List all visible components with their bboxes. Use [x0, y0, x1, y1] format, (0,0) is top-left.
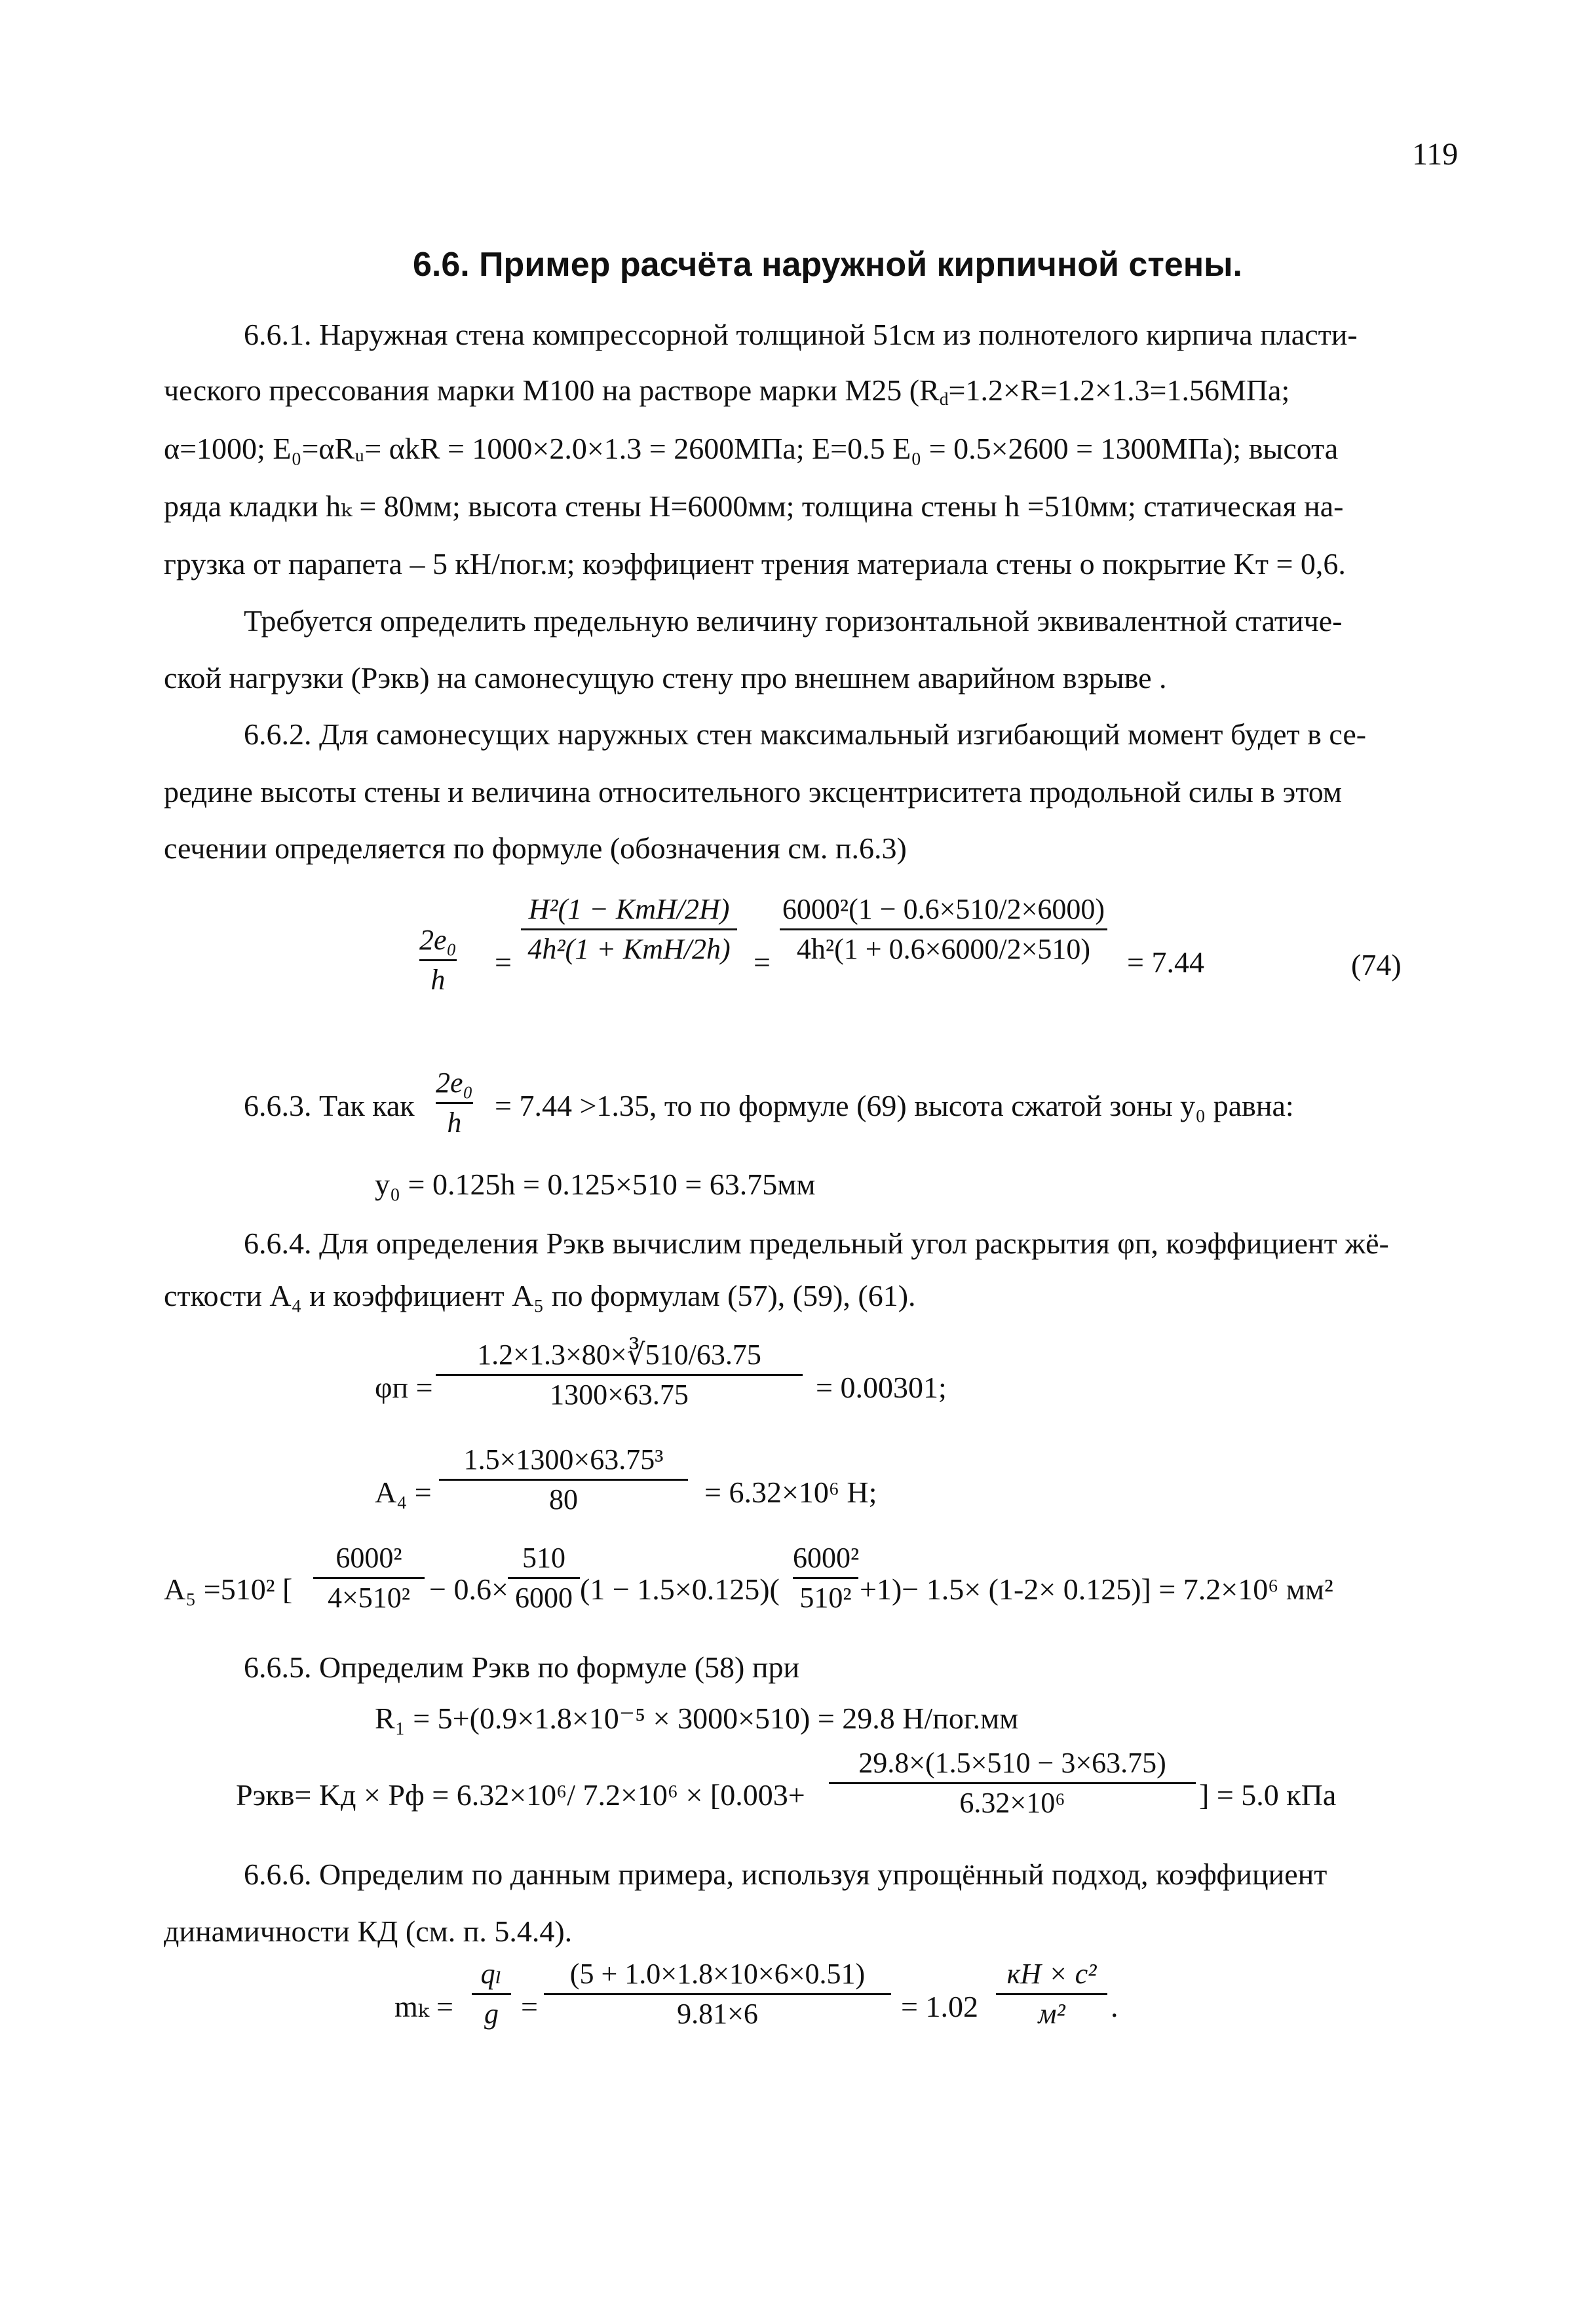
phi-lhs: φп = [375, 1371, 433, 1404]
mk-lhs: mₖ = [394, 1990, 454, 2023]
paragraph-661-line5: грузка от парапета – 5 кН/пог.м; коэффициент трения материала стены о покрытие Kт = 0,6. [164, 547, 1346, 581]
phi-result: = 0.00301; [816, 1371, 947, 1404]
paragraph-662-line1: 6.6.2. Для самонесущих наружных стен максимальный изгибающий момент будет в се- [244, 717, 1367, 751]
mk-fraction-q-g: qₗ g [472, 1959, 511, 2029]
mk-equals: = [521, 1990, 538, 2023]
p-equiv-lhs: Pэкв= Kд × Pф = 6.32×10⁶/ 7.2×10⁶ × [0.003+ [236, 1778, 805, 1812]
paragraph-661-line2: ческого прессования марки M100 на растворе марки M25 ($R_d=1.2\times R=1.2\times 1.3=1.56МПа$; [164, 373, 1290, 409]
paragraph-664-line1: 6.6.4. Для определения Pэкв вычислим предельный угол раскрытия φп, коэффициент жё- [244, 1227, 1389, 1260]
paragraph-666-line1: 6.6.6. Определим по данным примера, используя упрощённый подход, коэффициент [244, 1857, 1327, 1891]
page-number: 119 [1412, 137, 1459, 172]
mk-result: = 1.02 [901, 1990, 978, 2023]
paragraph-662-line2: редине высоты стены и величина относительного эксцентриситета продольной силы в этом [164, 775, 1342, 809]
paragraph-665-line1: 6.6.5. Определим Pэкв по формуле (58) при [244, 1650, 800, 1684]
eq74-equals-1: = [495, 945, 512, 979]
paragraph-666-line2: динамичности КД (см. п. 5.4.4). [164, 1914, 573, 1948]
paragraph-662-line3: сечении определяется по формуле (обозначения см. п.6.3) [164, 831, 907, 865]
a5-mid-2: (1 − 1.5×0.125)( [580, 1572, 780, 1606]
paragraph-663-pre: 6.6.3. Так как [244, 1089, 415, 1122]
a5-tail: +1)− 1.5× (1-2× 0.125)] = 7.2×10⁶ мм² [860, 1572, 1333, 1606]
paragraph-661-line3: α=1000; E₀=αRᵤ= αkR = 1000×2.0×1.3 = 2600МПа; E=0.5 E₀ = 0.5×2600 = 1300МПа); высота [164, 432, 1339, 465]
section-heading: 6.6. Пример расчёта наружной кирпичной стены. [413, 246, 1242, 284]
mk-period: . [1111, 1990, 1118, 2023]
paragraph-664-line2: сткости A₄ и коэффициент A₅ по формулам (57), (59), (61). [164, 1279, 916, 1312]
a5-mid-1: − 0.6× [429, 1572, 508, 1606]
a5-lhs: A₅ =510² [ [164, 1572, 293, 1606]
requirement-line1: Требуется определить предельную величину горизонтальной эквивалентной статиче- [244, 604, 1343, 638]
a5-fraction-2: 510 6000 [508, 1543, 580, 1613]
phi-fraction: 1.2×1.3×80×∛510/63.75 1300×63.75 [436, 1340, 803, 1410]
a4-lhs: A₄ = [375, 1476, 432, 1509]
mk-unit-fraction: кН × с² м² [996, 1959, 1107, 2029]
equation-number-74: (74) [1351, 948, 1402, 981]
p-equiv-fraction: 29.8×(1.5×510 − 3×63.75) 6.32×10⁶ [829, 1748, 1196, 1818]
a4-result: = 6.32×10⁶ H; [704, 1476, 877, 1509]
paragraph-663-post: = 7.44 >1.35, то по формуле (69) высота сжатой зоны y₀ равна: [495, 1089, 1294, 1122]
eq74-numeric-fraction: 6000²(1 − 0.6×510/2×6000) 4h²(1 + 0.6×6000/2×510) [780, 894, 1107, 964]
a5-fraction-3: 6000² 510² [793, 1542, 860, 1614]
paragraph-663-fraction: 2e₀ h [436, 1067, 473, 1139]
eq74-lhs-fraction: 2e₀ h [419, 924, 457, 997]
eq74-equals-2: = [754, 945, 771, 979]
requirement-line2: ской нагрузки (Pэкв) на самонесущую стену про внешнем аварийном взрыве . [164, 661, 1167, 695]
paragraph-661-line4: ряда кладки hₖ = 80мм; высота стены H=6000мм; толщина стены h =510мм; статическая на- [164, 489, 1344, 523]
p-equiv-result: ] = 5.0 кПа [1199, 1778, 1337, 1812]
a4-fraction: 1.5×1300×63.75³ 80 [439, 1445, 688, 1515]
r1-equation: R₁ = 5+(0.9×1.8×10⁻⁵ × 3000×510) = 29.8 Н/пог.мм [375, 1702, 1019, 1735]
y0-equation: y₀ = 0.125h = 0.125×510 = 63.75мм [375, 1168, 816, 1201]
mk-fraction-numeric: (5 + 1.0×1.8×10×6×0.51) 9.81×6 [544, 1959, 891, 2029]
eq74-symbolic-fraction: H²(1 − KтH/2H) 4h²(1 + KтH/2h) [521, 894, 737, 964]
eq74-result: = 7.44 [1127, 945, 1204, 979]
paragraph-661-line1: 6.6.1. Наружная стена компрессорной толщиной 51см из полнотелого кирпича пласти- [244, 318, 1358, 351]
a5-fraction-1: 6000² 4×510² [313, 1543, 425, 1613]
